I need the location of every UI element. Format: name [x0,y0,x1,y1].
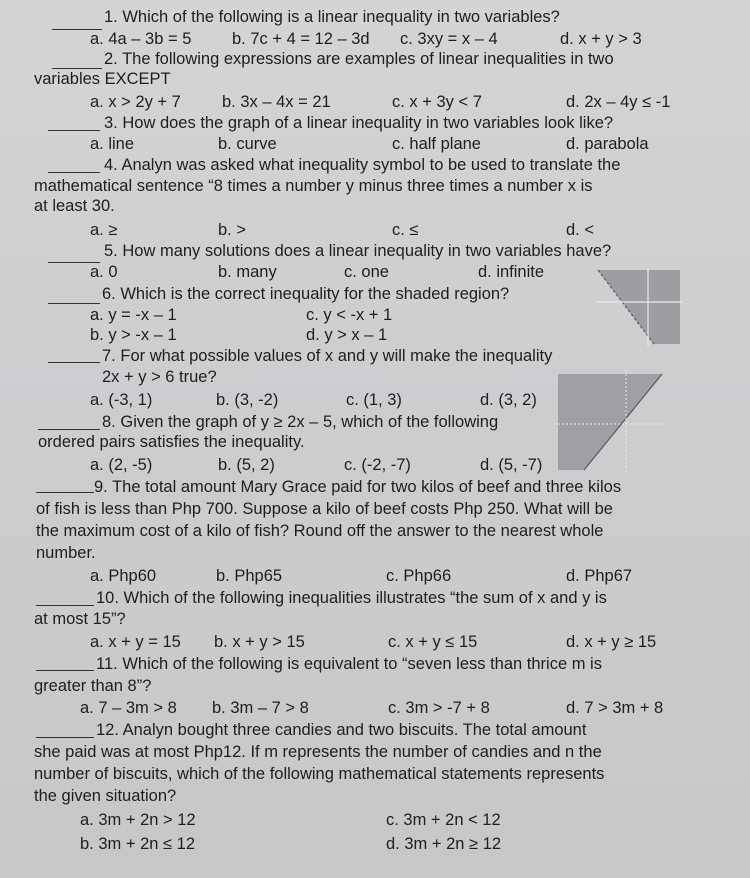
q6-stem: 6. Which is the correct inequality for the shaded region? [102,285,510,303]
q3-choice-b: b. curve [218,135,277,153]
q12-stem-cont1: she paid was at most Php12. If m represents the number of candies and n the [34,743,602,761]
q6-shaded-region-graph [596,268,682,346]
q10-stem: 10. Which of the following inequalities illustrates “the sum of x and y is [96,589,607,607]
q7-choice-b: b. (3, -2) [216,391,279,409]
q10-choice-b: b. x + y > 15 [214,633,305,651]
q1-choice-d: d. x + y > 3 [560,30,642,48]
q5-choice-a: a. 0 [90,263,118,281]
q7-choice-d: d. (3, 2) [480,391,537,409]
q8-stem: 8. Given the graph of y ≥ 2x – 5, which of the following [102,413,499,431]
q11-choice-b: b. 3m – 7 > 8 [212,699,309,717]
q4-stem-cont2: at least 30. [34,197,115,215]
q6-choice-b: b. y > -x – 1 [90,326,177,344]
q9-choice-c: c. Php66 [386,567,452,585]
q7-stem: 7. For what possible values of x and y will make the inequality [102,347,553,365]
q11-stem-cont: greater than 8”? [34,677,152,695]
q8-choice-b: b. (5, 2) [218,456,275,474]
q1-choice-b: b. 7c + 4 = 12 – 3d [232,30,370,48]
q6-choice-c: c. y < -x + 1 [306,306,393,324]
q12-choice-a: a. 3m + 2n > 12 [80,811,196,829]
answer-blank-11[interactable] [36,670,94,671]
q10-choice-c: c. x + y ≤ 15 [388,633,478,651]
q12-choice-c: c. 3m + 2n < 12 [386,811,501,829]
q2-stem-cont: variables EXCEPT [34,70,171,88]
q2-stem: 2. The following expressions are examples of linear inequalities in two [104,50,614,68]
q2-choice-b: b. 3x – 4x = 21 [222,93,331,111]
q6-choice-d: d. y > x – 1 [306,326,388,344]
answer-blank-7[interactable] [48,362,100,363]
answer-blank-8[interactable] [38,429,100,430]
q5-stem: 5. How many solutions does a linear inequality in two variables have? [104,242,612,260]
q12-choice-d: d. 3m + 2n ≥ 12 [386,835,502,853]
answer-blank-9[interactable] [36,492,94,493]
answer-blank-10[interactable] [36,605,94,606]
q2-choice-a: a. x > 2y + 7 [90,93,181,111]
q8-stem-cont: ordered pairs satisfies the inequality. [38,433,305,451]
q3-choice-d: d. parabola [566,135,649,153]
q9-choice-d: d. Php67 [566,567,633,585]
q8-inequality-graph [554,370,666,474]
q1-choice-a: a. 4a – 3b = 5 [90,30,192,48]
q8-choice-c: c. (-2, -7) [344,456,411,474]
answer-blank-4[interactable] [48,172,100,173]
q11-stem: 11. Which of the following is equivalent to “seven less than thrice m is [96,655,602,673]
q4-stem: 4. Analyn was asked what inequality symbol to be used to translate the [104,156,621,174]
q7-stem-cont: 2x + y > 6 true? [102,368,217,386]
q10-stem-cont: at most 15”? [34,610,126,628]
q3-choice-c: c. half plane [392,135,481,153]
q4-choice-c: c. ≤ [392,221,419,239]
q9-choice-b: b. Php65 [216,567,283,585]
q5-choice-c: c. one [344,263,389,281]
q5-choice-d: d. infinite [478,263,545,281]
q9-stem-cont2: the maximum cost of a kilo of fish? Round off the answer to the nearest whole [36,522,604,540]
q1-choice-c: c. 3xy = x – 4 [400,30,498,48]
q6-choice-a: a. y = -x – 1 [90,306,177,324]
q12-stem-cont3: the given situation? [34,787,177,805]
q9-choice-a: a. Php60 [90,567,157,585]
q4-choice-d: d. < [566,221,594,239]
answer-blank-12[interactable] [36,737,94,738]
q4-choice-b: b. > [218,221,246,239]
q9-stem: 9. The total amount Mary Grace paid for two kilos of beef and three kilos [94,478,622,496]
q5-choice-b: b. many [218,263,277,281]
answer-blank-3[interactable] [48,130,100,131]
q11-choice-a: a. 7 – 3m > 8 [80,699,177,717]
q12-choice-b: b. 3m + 2n ≤ 12 [80,835,196,853]
q3-choice-a: a. line [90,135,135,153]
q2-choice-d: d. 2x – 4y ≤ -1 [566,93,671,111]
q2-choice-c: c. x + 3y < 7 [392,93,482,111]
answer-blank-6[interactable] [48,303,100,304]
q12-stem: 12. Analyn bought three candies and two biscuits. The total amount [96,721,587,739]
q4-choice-a: a. ≥ [90,221,118,239]
q7-choice-a: a. (-3, 1) [90,391,153,409]
q10-choice-d: d. x + y ≥ 15 [566,633,657,651]
q10-choice-a: a. x + y = 15 [90,633,181,651]
q11-choice-d: d. 7 > 3m + 8 [566,699,664,717]
q9-stem-cont1: of fish is less than Php 700. Suppose a kilo of beef costs Php 250. What will be [36,500,613,518]
q3-stem: 3. How does the graph of a linear inequality in two variables look like? [104,114,614,132]
q8-choice-a: a. (2, -5) [90,456,153,474]
q4-stem-cont1: mathematical sentence “8 times a number y minus three times a number x is [34,177,593,195]
q9-stem-cont3: number. [36,544,96,562]
q8-choice-d: d. (5, -7) [480,456,543,474]
q1-stem: 1. Which of the following is a linear inequality in two variables? [104,8,560,26]
q12-stem-cont2: number of biscuits, which of the following mathematical statements represents [34,765,605,783]
q7-choice-c: c. (1, 3) [346,391,402,409]
q11-choice-c: c. 3m > -7 + 8 [388,699,490,717]
